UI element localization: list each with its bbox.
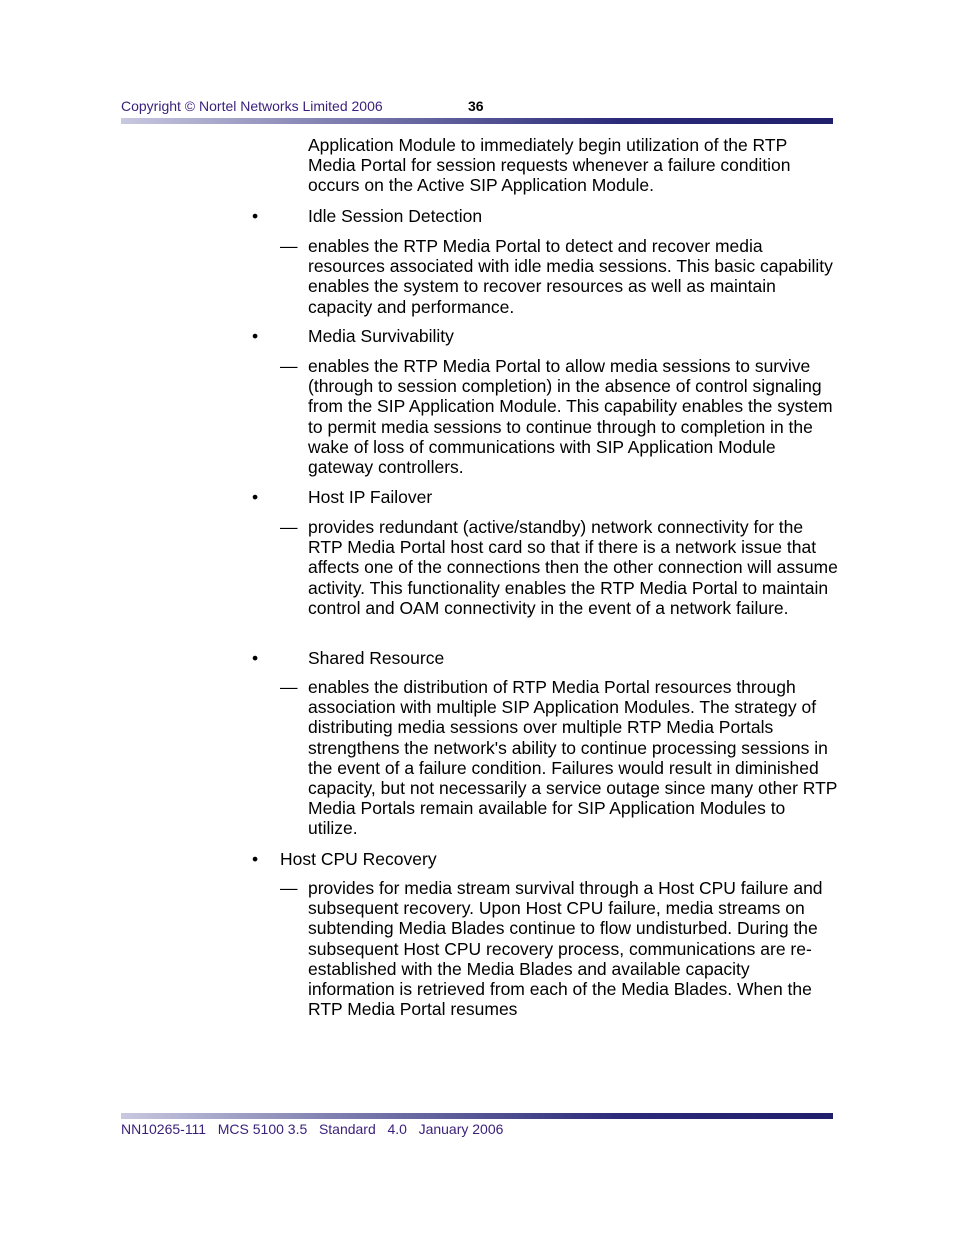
bullet-marker: • [252,326,259,346]
item-description: enables the RTP Media Portal to allow media sessions to survive (through to session completion) in the absence of control signaling from the SIP Application Module. This capability enables the system to permit media sessions to continue through to completion in the wake of loss of communications with SIP Application Module gateway controllers. [308,356,833,478]
item-title: Host IP Failover [308,487,433,507]
item-description: provides for media stream survival through a Host CPU failure and subsequent recovery. Upon Host CPU failure, media streams on subtending Media Blades continue to flow undisturbed. During the subsequent Host CPU recovery process, communications are re-established with the Media Blades and available capacity information is retrieved from each of the Media Blades. When the RTP Media Portal resumes [308,878,823,1020]
bullet-marker: • [252,487,259,507]
header-copyright: Copyright © Nortel Networks Limited 2006 [121,98,383,114]
footer-product: MCS 5100 3.5 [217,1121,308,1137]
page-number: 36 [468,98,484,114]
item-title: Media Survivability [308,326,454,346]
intro-continuation: Application Module to immediately begin utilization of the RTP Media Portal for session requests whenever a failure condition occurs on the Active SIP Application Module. [308,135,791,196]
item-description: provides redundant (active/standby) network connectivity for the RTP Media Portal host card so that if there is a network issue that affects one of the connections then the other connection will assume activity. This functionality enables the RTP Media Portal to maintain control and OAM connectivity in the event of a network failure. [308,517,838,618]
dash-marker: — [280,878,298,898]
footer-version: 4.0 [387,1121,407,1137]
item-title: Shared Resource [308,648,445,668]
bullet-marker: • [252,206,259,226]
bullet-marker: • [252,648,259,668]
item-description: enables the distribution of RTP Media Portal resources through association with multiple SIP Application Modules. The strategy of distributing media sessions over multiple RTP Media Portals strengthens the network's ability to continue processing sessions in the event of a failure condition. Failures would result in diminished capacity, but not necessarily a service outage since many other RTP Media Portals remain available for SIP Application Modules to utilize. [308,677,838,839]
dash-marker: — [280,677,298,697]
footer [121,1121,503,1137]
item-description: enables the RTP Media Portal to detect and recover media resources associated with idle media sessions. This basic capability enables the system to recover resources as well as maintain capacity and performance. [308,236,833,317]
dash-marker: — [280,517,298,537]
dash-marker: — [280,236,298,256]
footer-doc-number: NN10265-111 [121,1121,207,1137]
footer-status: Standard [318,1121,376,1137]
item-title: Idle Session Detection [308,206,483,226]
item-title: Host CPU Recovery [280,849,437,869]
header-rule [121,118,833,124]
bullet-marker: • [252,849,259,869]
footer-rule [121,1113,833,1119]
dash-marker: — [280,356,298,376]
footer-date: January 2006 [418,1121,504,1137]
